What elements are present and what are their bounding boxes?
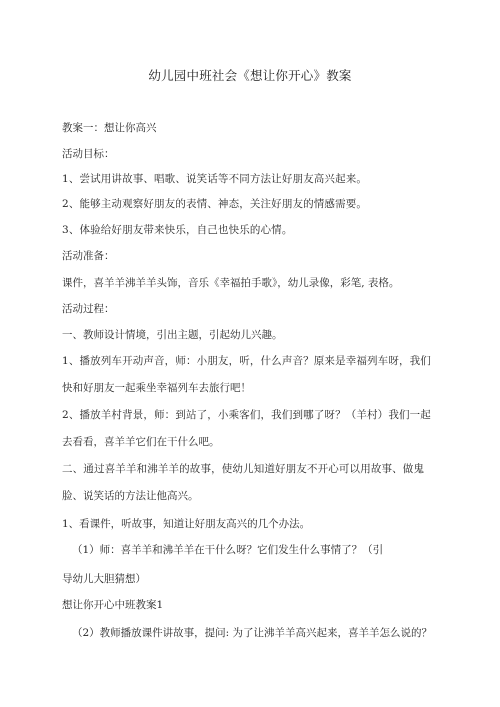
paragraph-line: 快和好朋友一起乘坐幸福列车去旅行吧！ [62, 382, 251, 394]
paragraph-line: 2、播放羊村背景，师：到站了，小乘客们，我们到哪了呀？（羊村）我们一起 [62, 409, 431, 421]
paragraph-line: 1、看课件，听故事，知道让好朋友高兴的几个办法。 [62, 518, 311, 530]
process-step-two: 二、通过喜羊羊和沸羊羊的故事，使幼儿知道好朋友不开心可以用故事、做鬼 [62, 463, 425, 475]
heading-activity-process: 活动过程： [62, 303, 115, 315]
goal-item-3: 3、体验给好朋友带来快乐，自己也快乐的心情。 [62, 224, 293, 236]
goal-item-2: 2、能够主动观察好朋友的表情、神态，关注好朋友的情感需要。 [62, 198, 368, 210]
heading-activity-preparation: 活动准备： [62, 250, 115, 262]
goal-item-1: 1、尝试用讲故事、唱歌、说笑话等不同方法让好朋友高兴起来。 [62, 173, 368, 185]
document-title: 幼儿园中班社会《想让你开心》教案 [148, 68, 352, 83]
running-footer-text: 想让你开心中班教案1 [62, 599, 164, 611]
paragraph-line: 去看看，喜羊羊它们在干什么吧。 [62, 436, 220, 448]
paragraph-line: 脸、说笑话的方法让他高兴。 [62, 490, 199, 502]
heading-activity-goals: 活动目标： [62, 148, 115, 160]
preparation-text: 课件，喜羊羊沸羊羊头饰，音乐《幸福拍手歌》，幼儿录像，彩笔, 表格。 [62, 277, 400, 289]
paragraph-line: （1）师：喜羊羊和沸羊羊在干什么呀？它们发生什么事情了？（引 [72, 544, 384, 556]
paragraph-line: 导幼儿大胆猜想） [62, 573, 146, 585]
section-heading-lesson-one: 教案一：想让你高兴 [62, 122, 157, 134]
paragraph-line: （2）教师播放课件讲故事，提问: 为了让沸羊羊高兴起来，喜羊羊怎么说的？ [72, 627, 433, 639]
paragraph-line: 1、播放列车开动声音，师：小朋友，听，什么声音？原来是幸福列车呀，我们 [62, 355, 431, 367]
process-step-one: 一、教师设计情境，引出主题，引起幼儿兴趣。 [62, 329, 283, 341]
